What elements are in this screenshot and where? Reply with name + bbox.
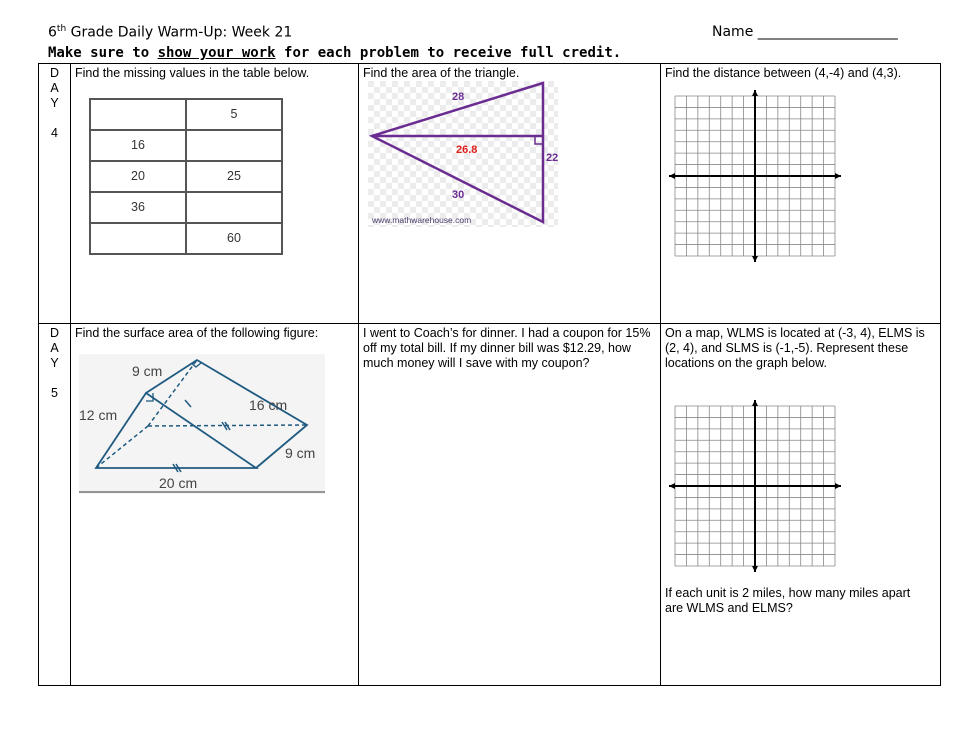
- triangle-figure: [368, 81, 558, 227]
- problem-prompt: Find the missing values in the table below.: [75, 66, 310, 80]
- problem-prompt: Find the area of the triangle.: [363, 66, 520, 80]
- coordinate-grid: [669, 90, 841, 262]
- side-label-30: 30: [452, 189, 465, 201]
- arrow-down-icon: [752, 566, 758, 572]
- day4-problem-triangle: [359, 64, 661, 324]
- arrow-down-icon: [752, 256, 758, 262]
- arrow-left-icon: [669, 483, 675, 489]
- arrow-up-icon: [752, 400, 758, 406]
- day4-problem-distance: [661, 64, 941, 324]
- arrow-left-icon: [669, 173, 675, 179]
- day-5-label: D A Y 5: [39, 324, 71, 686]
- prism-label-16cm: 16 cm: [249, 397, 288, 413]
- prism-label-12cm: 12 cm: [79, 407, 118, 423]
- arrow-right-icon: [835, 483, 841, 489]
- problem-prompt: Find the surface area of the following figure:: [75, 326, 319, 340]
- arrow-up-icon: [752, 90, 758, 96]
- arrow-right-icon: [835, 173, 841, 179]
- prism-figure: [79, 354, 325, 494]
- prism-label-9cm-top: 9 cm: [132, 363, 163, 379]
- height-label-26-8: 26.8: [456, 144, 478, 156]
- instructions: Make sure to show your work for each problem to receive full credit.: [48, 45, 622, 61]
- prism-label-20cm: 20 cm: [159, 475, 198, 491]
- problem-prompt: Find the distance between (4,-4) and (4,3).: [665, 66, 902, 80]
- prism-label-9cm-right: 9 cm: [285, 445, 316, 461]
- followup-question: If each unit is 2 miles, how many miles apart are WLMS and ELMS?: [665, 586, 911, 615]
- coordinate-grid: [669, 400, 841, 572]
- day5-problem-coupon: [359, 324, 661, 686]
- worksheet-title: 6th Grade Daily Warm-Up: Week 21: [48, 24, 293, 41]
- day-4-label: D A Y 4: [39, 64, 71, 324]
- problem-prompt: I went to Coach’s for dinner. I had a coupon for 15% off my total bill. If my dinner bill was $12.29, how much money will I save with my coupon?: [363, 326, 651, 370]
- name-field[interactable]: Name ____________________: [712, 24, 898, 40]
- day5-problem-prism: [71, 324, 359, 686]
- warmup-table: [38, 63, 941, 686]
- missing-values-table: 5 16 20 25 36 60: [89, 98, 283, 255]
- day4-problem-table: [71, 64, 359, 324]
- day5-problem-map: [661, 324, 941, 686]
- problem-prompt: On a map, WLMS is located at (-3, 4), ELMS is (2, 4), and SLMS is (-1,-5). Represent these locations on the graph below.: [665, 326, 925, 370]
- side-label-22: 22: [546, 152, 558, 164]
- side-label-28: 28: [452, 91, 465, 103]
- image-credit: www.mathwarehouse.com: [372, 215, 472, 225]
